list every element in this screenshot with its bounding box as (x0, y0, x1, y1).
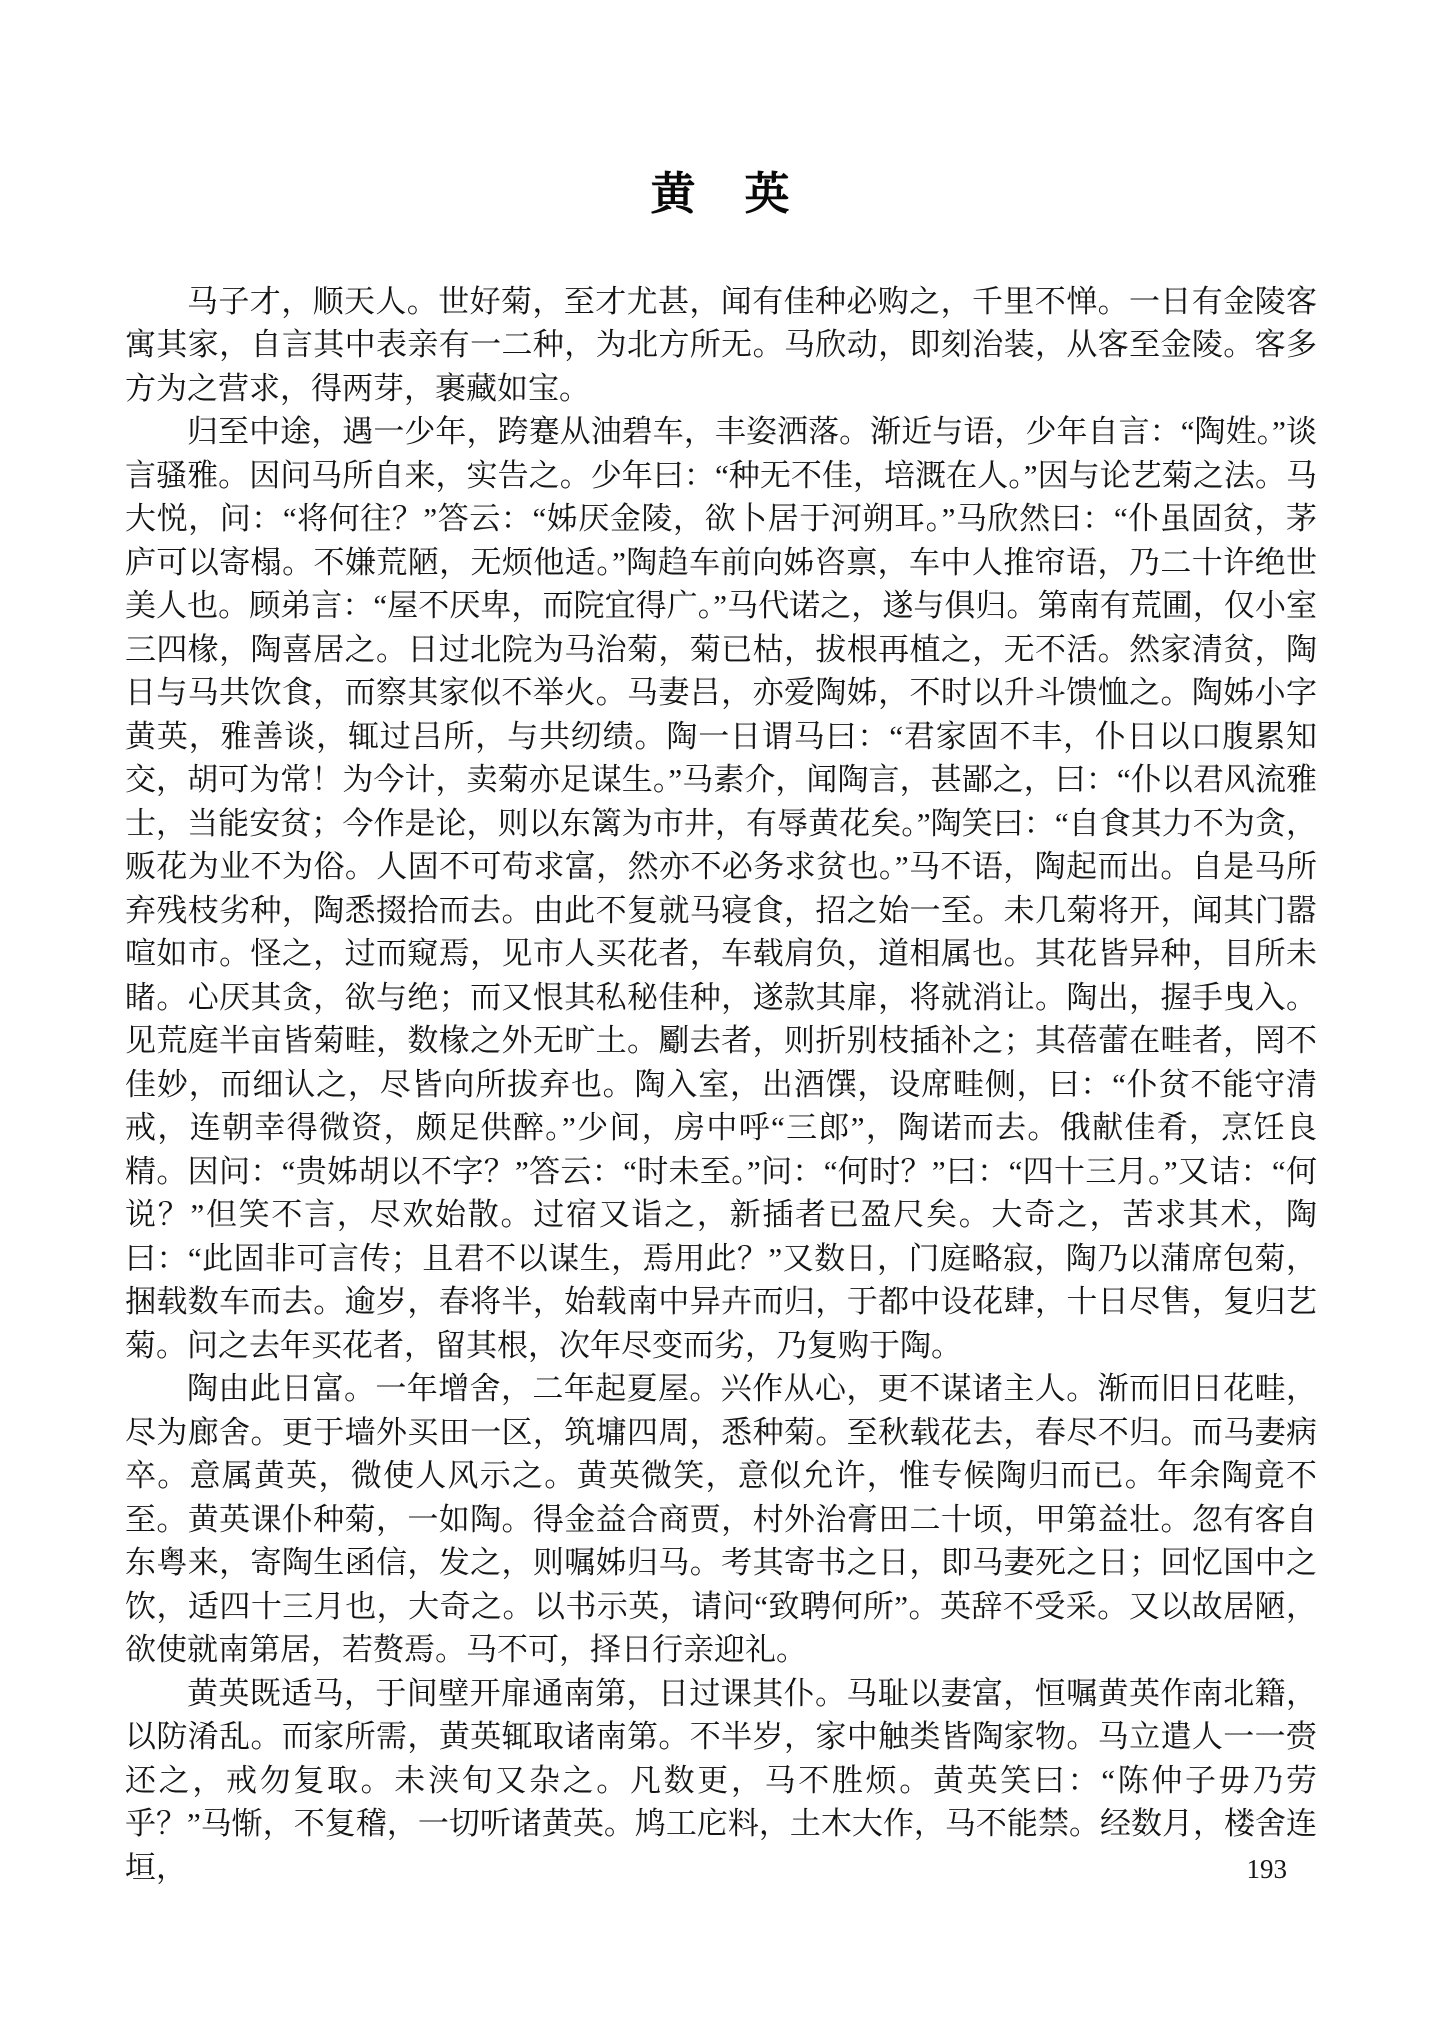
paragraph-2: 归至中途，遇一少年，跨蹇从油碧车，丰姿洒落。渐近与语，少年自言：“陶姓。”谈言骚雅。因问马所自来，实告之。少年曰：“种无不佳，培溉在人。”因与论艺菊之法。马大悦，问：“将何往？”答云：“姊厌金陵，欲卜居于河朔耳。”马欣然曰：“仆虽固贫，茅庐可以寄榻。不嫌荒陋，无烦他适。”陶趋车前向姊咨禀，车中人推帘语，乃二十许绝世美人也。顾弟言：“屋不厌卑，而院宜得广。”马代诺之，遂与俱归。第南有荒圃，仅小室三四椽，陶喜居之。日过北院为马治菊，菊已枯，拔根再植之，无不活。然家清贫，陶日与马共饮食，而察其家似不举火。马妻吕，亦爱陶姊，不时以升斗馈恤之。陶姊小字黄英，雅善谈，辄过吕所，与共纫绩。陶一日谓马曰：“君家固不丰，仆日以口腹累知交，胡可为常！为今计，卖菊亦足谋生。”马素介，闻陶言，甚鄙之，曰：“仆以君风流雅士，当能安贫；今作是论，则以东篱为市井，有辱黄花矣。”陶笑曰：“自食其力不为贪，贩花为业不为俗。人固不可苟求富，然亦不必务求贫也。”马不语，陶起而出。自是马所弃残枝劣种，陶悉掇拾而去。由此不复就马寝食，招之始一至。未几菊将开，闻其门嚣喧如市。怪之，过而窥焉，见市人买花者，车载肩负，道相属也。其花皆异种，目所未睹。心厌其贪，欲与绝；而又恨其私秘佳种，遂款其扉，将就消让。陶出，握手曳入。见荒庭半亩皆菊畦，数椽之外无旷土。劚去者，则折别枝插补之；其蓓蕾在畦者，罔不佳妙，而细认之，尽皆向所拔弃也。陶入室，出酒馔，设席畦侧，曰：“仆贫不能守清戒，连朝幸得微资，颇足供醉。”少间，房中呼“三郎”，陶诺而去。俄献佳肴，烹饪良精。因问：“贵姊胡以不字？”答云：“时未至。”问：“何时？”曰：“四十三月。”又诘：“何说？”但笑不言，尽欢始散。过宿又诣之，新插者已盈尺矣。大奇之，苦求其术，陶曰：“此固非可言传；且君不以谋生，焉用此？”又数日，门庭略寂，陶乃以蒲席包菊，捆载数车而去。逾岁，春将半，始载南中异卉而归，于都中设花肆，十日尽售，复归艺菊。问之去年买花者，留其根，次年尽变而劣，乃复购于陶。 (125, 414, 1317, 1363)
paragraph-4: 黄英既适马，于间壁开扉通南第，日过课其仆。马耻以妻富，恒嘱黄英作南北籍，以防淆乱。而家所需，黄英辄取诸南第。不半岁，家中触类皆陶家物。马立遣人一一赍还之，戒勿复取。未浃旬又杂之。凡数更，马不胜烦。黄英笑曰：“陈仲子毋乃劳乎？”马惭，不复稽，一切听诸黄英。鸠工庀料，土木大作，马不能禁。经数月，楼舍连垣， (125, 1675, 1317, 1885)
page-title: 黄 英 (650, 169, 792, 219)
text-column (125, 150, 1317, 1889)
paragraph-3: 陶由此日富。一年增舍，二年起夏屋。兴作从心，更不谋诸主人。渐而旧日花畦，尽为廊舍。更于墙外买田一区，筑墉四周，悉种菊。至秋载花去，春尽不归。而马妻病卒。意属黄英，微使人风示之。黄英微笑，意似允许，惟专候陶归而已。年余陶竟不至。黄英课仆种菊，一如陶。得金益合商贾，村外治膏田二十顷，甲第益壮。忽有客自东粤来，寄陶生函信，发之，则嘱姊归马。考其寄书之日，即马妻死之日；回忆国中之饮，适四十三月也，大奇之。以书示英，请问“致聘何所”。英辞不受采。又以故居陋，欲使就南第居，若赘焉。马不可，择日行亲迎礼。 (125, 1371, 1317, 1667)
page-number: 193 (1246, 1854, 1287, 1884)
paragraph-1: 马子才，顺天人。世好菊，至才尤甚，闻有佳种必购之，千里不惮。一日有金陵客寓其家，自言其中表亲有一二种，为北方所无。马欣动，即刻治装，从客至金陵。客多方为之营求，得两芽，裹藏如宝。 (125, 283, 1317, 406)
